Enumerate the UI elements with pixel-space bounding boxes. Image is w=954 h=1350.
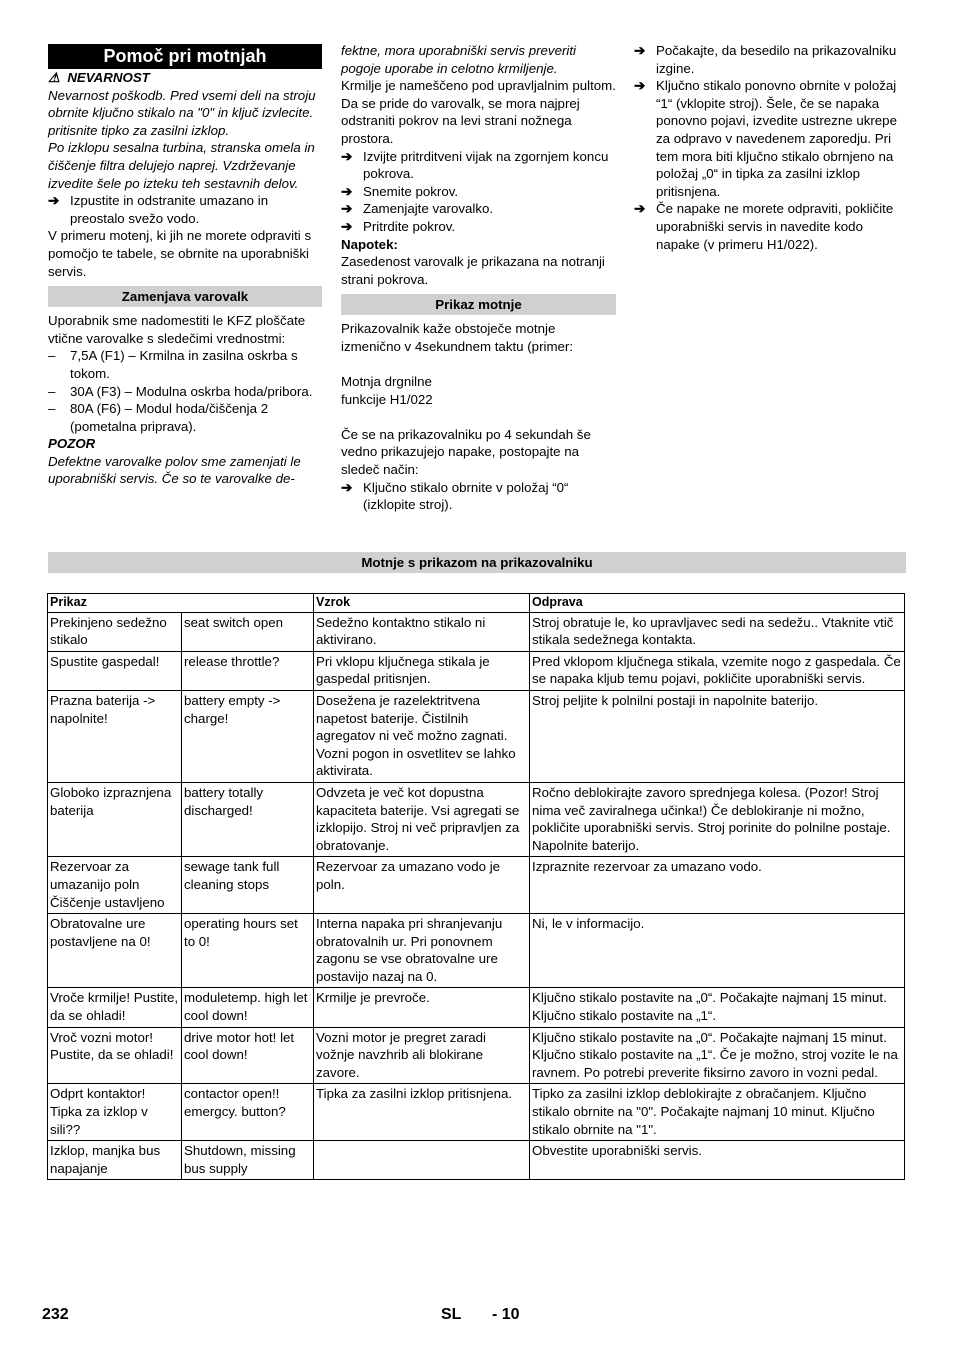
cell-remedy: Pred vklopom ključnega stikala, vzemite nogo z gaspedala. Če se napaka kljub temu pojavi, pokličite uporabniški servis.: [530, 651, 905, 690]
paragraph: Prikazovalnik kaže obstoječe motnje izmenično v 4sekundnem taktu (primer:: [341, 321, 574, 354]
step-item: [341, 479, 616, 514]
cell-display: Izklop, manjka bus napajanje: [48, 1141, 182, 1180]
cell-display: Globoko izpraznjena baterija: [48, 782, 182, 856]
cell-cause: Interna napaka pri shranjevanju obratovalnih ur. Pri ponovnem zagonu se vse obratovalne ure postavijo nazaj na 0.: [314, 914, 530, 988]
cell-remedy: Obvestite uporabniški servis.: [530, 1141, 905, 1180]
paragraph: Če se na prikazovalniku po 4 sekundah še vedno prikazujejo napake, postopajte na sledeč način:: [341, 426, 591, 478]
list-item: – 30A (F3) – Modulna oskrba hoda/pribora.: [48, 383, 313, 399]
fuse-heading: Zamenjava varovalk: [48, 286, 322, 307]
step-item: [341, 200, 616, 218]
cell-cause: Dosežena je razelektritvena napetost baterije. Čistilnih agregatov ni več možno zagnati. Vozni pogon in osvetlitev se lahko aktivirata.: [314, 690, 530, 782]
table-row: [48, 988, 905, 1027]
step-text: Če napake ne morete odpraviti, pokličite uporabniški servis in navedite kodo napake (v primeru H1/022).: [656, 201, 894, 252]
table-row: [48, 612, 905, 651]
step-text: Pritrdite pokrov.: [363, 218, 456, 234]
cell-cause: Rezervoar za umazano vodo je poln.: [314, 857, 530, 914]
cell-display-en: battery empty -> charge!: [182, 690, 314, 782]
cell-cause: Krmilje je prevroče.: [314, 988, 530, 1027]
cell-display: Prazna baterija -> napolnite!: [48, 690, 182, 782]
column-left: [48, 42, 322, 488]
cell-display-en: operating hours set to 0!: [182, 914, 314, 988]
cell-display: Odprt kontaktor! Tipka za izklop v sili??: [48, 1084, 182, 1141]
fuse-intro: Uporabnik sme nadomestiti le KFZ ploščate vtične varovalke s sledečimi vrednostmi:: [48, 313, 306, 346]
step-item: [634, 42, 906, 77]
cell-display-en: seat switch open: [182, 612, 314, 651]
step-text: Snemite pokrov.: [363, 183, 459, 199]
header-cell: Vzrok: [314, 594, 530, 613]
table-row: [48, 1084, 905, 1141]
cell-remedy: Tipko za zasilni izklop deblokirajte z obračanjem. Ključno stikalo obrnite na "0". Počakajte najmanj 10 minut. Ključno stikalo obrnite na "1".: [530, 1084, 905, 1141]
danger-text: Nevarnost poškodb. Pred vsemi deli na stroju obrnite ključno stikalo na "0" in ključ izvlecite. pritisnite tipko za zasilni izklop.: [48, 87, 316, 138]
arrow-right-icon: ➔: [634, 78, 646, 94]
header-cell: Prikaz: [48, 594, 182, 613]
step-text: Ključno stikalo ponovno obrnite v položaj “1“ (vklopite stroj). Šele, če se napaka ponovno pojavi, izvedite ustrezne ukrepe za odpravo v navedenem zaporedju. Pri tem mora biti ključno stikalo obrnjeno na položaj „0“ in tipka za zasilni izklop pritisnjena.: [656, 78, 897, 199]
warning-triangle-icon: ⚠: [48, 70, 60, 85]
cell-remedy: Stroj peljite k polnilni postaji in napolnite baterijo.: [530, 690, 905, 782]
step-text: Izpustite in odstranite umazano in preostalo svežo vodo.: [70, 193, 269, 226]
cell-display: Obratovalne ure postavljene na 0!: [48, 914, 182, 988]
cell-cause: Tipka za zasilni izklop pritisnjena.: [314, 1084, 530, 1141]
cell-display: Vroče krmilje! Pustite, da se ohladi!: [48, 988, 182, 1027]
step-item: [634, 77, 906, 200]
list-item: – 7,5A (F1) – Krmilna in zasilna oskrba s tokom.: [48, 347, 322, 382]
arrow-right-icon: ➔: [341, 201, 353, 217]
example-line: Motnja drgnilne: [341, 374, 432, 390]
cell-display-en: moduletemp. high let cool down!: [182, 988, 314, 1027]
cell-display-en: release throttle?: [182, 651, 314, 690]
column-middle: [341, 42, 616, 514]
cell-remedy: Ključno stikalo postavite na „0“. Počakajte najmanj 15 minut. Ključno stikalo postavite na „1“.: [530, 988, 905, 1027]
arrow-right-icon: ➔: [341, 479, 353, 495]
cell-remedy: Stroj obratuje le, ko upravljavec sedi na sedežu.. Vtaknite vtič stikala sedežnega kontakta.: [530, 612, 905, 651]
cell-display-en: sewage tank full cleaning stops: [182, 857, 314, 914]
sub-page-number: - 10: [492, 1306, 520, 1323]
cell-display: Spustite gaspedal!: [48, 651, 182, 690]
list-item-text: 30A (F3) – Modulna oskrba hoda/pribora.: [70, 383, 313, 399]
caution-label: POZOR: [48, 436, 96, 452]
cell-cause: Pri vklopu ključnega stikala je gaspedal pritisnjen.: [314, 651, 530, 690]
section-title: Pomoč pri motnjah: [48, 44, 322, 69]
table-row: [48, 914, 905, 988]
cell-remedy: Ključno stikalo postavite na „0“. Počakajte najmanj 15 minut. Ključno stikalo postavite na „1“. Če je možno, stroj vozite le na ravnem. Po potrebi preverite fiksirno zavoro in vozni pedal.: [530, 1027, 905, 1084]
step-text: Počakajte, da besedilo na prikazovalniku izgine.: [656, 43, 897, 76]
table-header-row: [48, 594, 905, 613]
arrow-right-icon: ➔: [341, 148, 353, 164]
step-text: Ključno stikalo obrnite v položaj “0“ (izklopite stroj).: [363, 479, 569, 513]
example-line: funkcije H1/022: [341, 391, 433, 407]
table-row: [48, 1027, 905, 1084]
arrow-right-icon: ➔: [48, 193, 60, 209]
display-heading: Prikaz motnje: [341, 294, 616, 315]
language-code: SL: [441, 1306, 462, 1323]
step-item: [634, 200, 906, 253]
arrow-right-icon: ➔: [341, 218, 353, 234]
cell-cause: Sedežno kontaktno stikalo ni aktivirano.: [314, 612, 530, 651]
cell-display-en: contactor open!! emergcy. button?: [182, 1084, 314, 1141]
danger-text-2: Po izklopu sesalna turbina, stranska omela in čiščenje filtra delujejo naprej. Vzdrževanje izvedite šele po izteku teh sestavnih delov.: [48, 140, 315, 191]
cell-display-en: drive motor hot! let cool down!: [182, 1027, 314, 1084]
step-item: [341, 183, 616, 201]
danger-label: [48, 69, 322, 87]
fault-table: [47, 593, 905, 1180]
note-label: Napotek:: [341, 236, 398, 252]
caution-text-cont: fektne, mora uporabniški servis preveriti pogoje uporabe in celotno krmiljenje.: [341, 43, 577, 76]
cell-display: Rezervoar za umazanijo poln Čiščenje ustavljeno: [48, 857, 182, 914]
step-item: [341, 218, 616, 236]
cell-display: Prekinjeno sedežno stikalo: [48, 612, 182, 651]
cell-cause: Vozni motor je pregret zaradi vožnje navzhrib ali blokirane zavore.: [314, 1027, 530, 1084]
step-item: [48, 192, 322, 227]
arrow-right-icon: ➔: [634, 43, 646, 58]
list-item-text: 80A (F6) – Modul hoda/čiščenja 2 (pometalna priprava).: [70, 401, 269, 434]
paragraph: Krmilje je nameščeno pod upravljalnim pultom. Da se pride do varovalk, se mora najprej odstraniti pokrov na levi strani nožnega prostora.: [341, 78, 616, 146]
table-row: [48, 690, 905, 782]
page-number: 232: [42, 1306, 69, 1323]
header-cell: [182, 594, 314, 613]
table-heading: Motnje s prikazom na prikazovalniku: [48, 552, 906, 573]
cell-cause: [314, 1141, 530, 1180]
danger-label-text: NEVARNOST: [67, 70, 150, 85]
arrow-right-icon: ➔: [634, 201, 646, 217]
table-row: [48, 782, 905, 856]
table-row: [48, 857, 905, 914]
note-text: Zasedenost varovalk je prikazana na notranji strani pokrova.: [341, 254, 605, 287]
cell-remedy: Izpraznite rezervoar za umazano vodo.: [530, 857, 905, 914]
step-text: Izvijte pritrditveni vijak na zgornjem koncu pokrova.: [363, 148, 609, 182]
cell-remedy: Ni, le v informacijo.: [530, 914, 905, 988]
cell-display-en: Shutdown, missing bus supply: [182, 1141, 314, 1180]
caution-text: Defektne varovalke polov sme zamenjati le uporabniški servis. Če so te varovalke de-: [48, 453, 301, 487]
arrow-right-icon: ➔: [341, 183, 353, 199]
column-right: [634, 42, 906, 253]
cell-remedy: Ročno deblokirajte zavoro sprednjega kolesa. (Pozor! Stroj nima več zaviralnega učinka!) Če deblokiranje ni možno, pokličite uporabniški servis. Stroj porinite do polnilne postaje. Napolnite baterijo.: [530, 782, 905, 856]
cell-cause: Odvzeta je več kot dopustna kapaciteta baterije. Vsi agregati se izklopijo. Stroj ni več pripravljen za obratovanje.: [314, 782, 530, 856]
header-cell: Odprava: [530, 594, 905, 613]
list-item: – 80A (F6) – Modul hoda/čiščenja 2 (pometalna priprava).: [48, 400, 322, 435]
step-item: [341, 148, 616, 183]
cell-display: Vroč vozni motor! Pustite, da se ohladi!: [48, 1027, 182, 1084]
paragraph: V primeru motenj, ki jih ne morete odpraviti s pomočjo te tabele, se obrnite na uporabniški servis.: [48, 228, 312, 279]
table-row: [48, 1141, 905, 1180]
step-text: Zamenjajte varovalko.: [363, 201, 494, 217]
cell-display-en: battery totally discharged!: [182, 782, 314, 856]
table-row: [48, 651, 905, 690]
list-item-text: 7,5A (F1) – Krmilna in zasilna oskrba s tokom.: [70, 348, 298, 381]
